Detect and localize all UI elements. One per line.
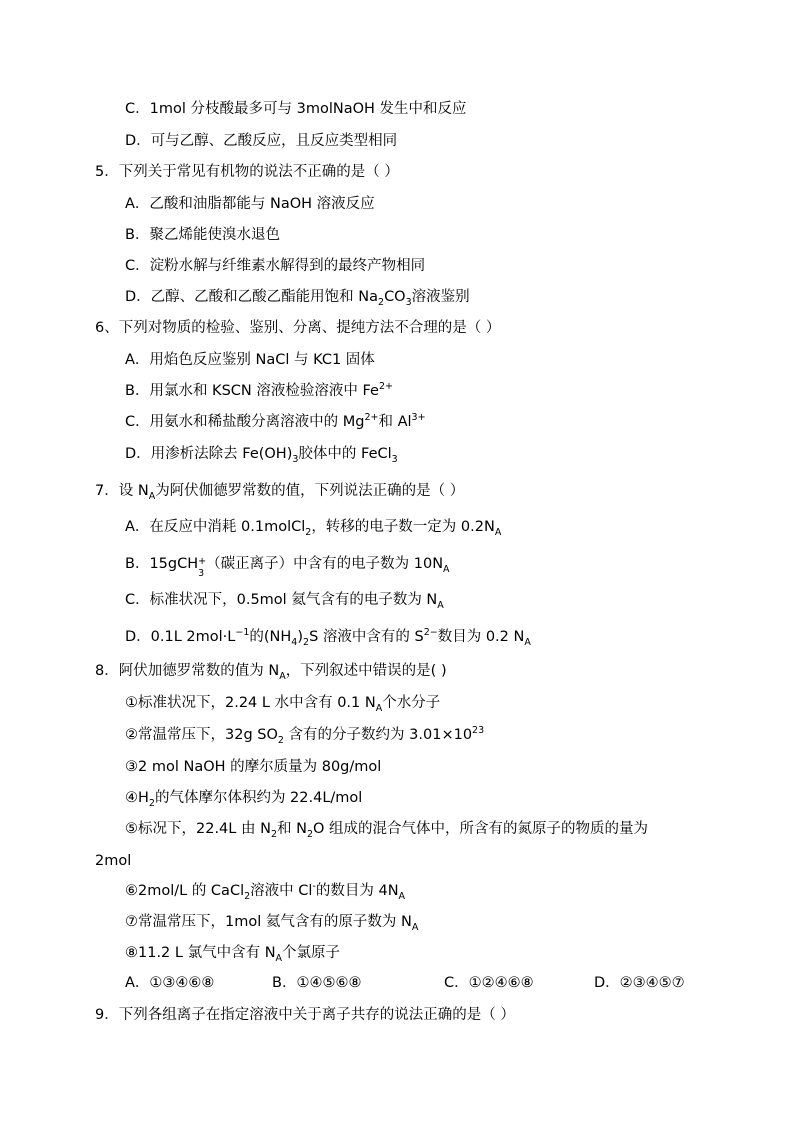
q5-option-c: C．淀粉水解与纤维素水解得到的最终产物相同	[125, 258, 426, 274]
q7-option-a: A．在反应中消耗 0.1molCl$_2$，转移的电子数一定为 $0.2N_A$	[125, 519, 502, 538]
q8-statement-7: ⑦常温常压下，1mol 氦气含有的原子数为 $N_A$	[125, 914, 419, 933]
q6-option-b: B．用氯水和 KSCN 溶液检验溶液中 $Fe^{2+}$	[125, 381, 393, 399]
q8-statement-1: ①标准状况下，2.24 L 水中含有 0.1 $N_A$个水分子	[125, 695, 441, 714]
q5-option-d: D．乙醇、乙酸和乙酸乙酯能用饱和 $Na_2CO_3$溶液鉴别	[125, 289, 470, 308]
question-6: 6、下列对物质的检验、鉴别、分离、提纯方法不合理的是（ ）	[95, 320, 501, 336]
q8-statement-6: ⑥2mol/L 的 CaCl$_2$溶液中 Cl-的数目为 $4N_A$	[125, 881, 406, 902]
q8-statement-3: ③2 mol NaOH 的摩尔质量为 80g/mol	[125, 759, 382, 775]
q8-answer-d: D．②③④⑤⑦	[594, 975, 685, 991]
q8-statement-8: ⑧11.2 L 氯气中含有 $N_A$个氯原子	[125, 945, 341, 964]
q8-answer-c: C．①②④⑥⑧	[444, 975, 534, 991]
q6-option-d: D．用渗析法除去 $Fe(OH)_3$胶体中的 FeCl$_3$	[125, 446, 398, 465]
q8-statement-5: ⑤标况下，22.4L 由 $N_2$和 $N_2O$ 组成的混合气体中，所含有的氮原子的物质的量为	[125, 821, 649, 840]
q5-option-b: B．聚乙烯能使溴水退色	[125, 227, 280, 243]
q7-option-c: C．标准状况下，0.5mol 氦气含有的电子数为 $N_A$	[125, 592, 444, 611]
question-5: 5．下列关于常见有机物的说法不正确的是（ ）	[95, 164, 399, 180]
question-7: 7．设 $N_A$为阿伏伽德罗常数的值，下列说法正确的是（ ）	[95, 483, 465, 502]
q8-statement-4: $④H_2$的气体摩尔体积约为 22.4L/mol	[125, 790, 363, 809]
q7-option-d: D．0.1L $2mol\cdot L^{-1}$的$(NH_4)_2S$ 溶液中含有的 $S^{2-}$数目为 0.2 $N_A$	[125, 627, 531, 648]
q8-statement-5-wrap: 2mol	[95, 853, 132, 869]
q4-option-c: C．1mol 分枝酸最多可与 3molNaOH 发生中和反应	[125, 101, 467, 117]
q4-option-d: D．可与乙醇、乙酸反应，且反应类型相同	[125, 133, 398, 149]
question-8: 8．阿伏加德罗常数的值为 $N_A$，下列叙述中错误的是( )	[95, 663, 447, 682]
q5-option-a: A．乙酸和油脂都能与 NaOH 溶液反应	[125, 196, 375, 212]
q6-option-c: C．用氨水和稀盐酸分离溶液中的 $Mg^{2+}$和 $Al^{3+}$	[125, 412, 426, 430]
q8-answer-a: A．①③④⑥⑧	[125, 975, 215, 991]
q8-statement-2: ②常温常压下，32g $SO_2$ 含有的分子数约为 $3.01\times 10^{23}$	[125, 725, 485, 746]
q7-option-b: B．15gCH + 3 （碳正离子）中含有的电子数为 $10N_A$	[125, 556, 450, 579]
q6-option-a: A．用焰色反应鉴别 NaCl 与 KC1 固体	[125, 352, 375, 368]
q8-answer-b: B．①④⑤⑥⑧	[272, 975, 362, 991]
question-9: 9．下列各组离子在指定溶液中关于离子共存的说法正确的是（ ）	[95, 1007, 515, 1023]
